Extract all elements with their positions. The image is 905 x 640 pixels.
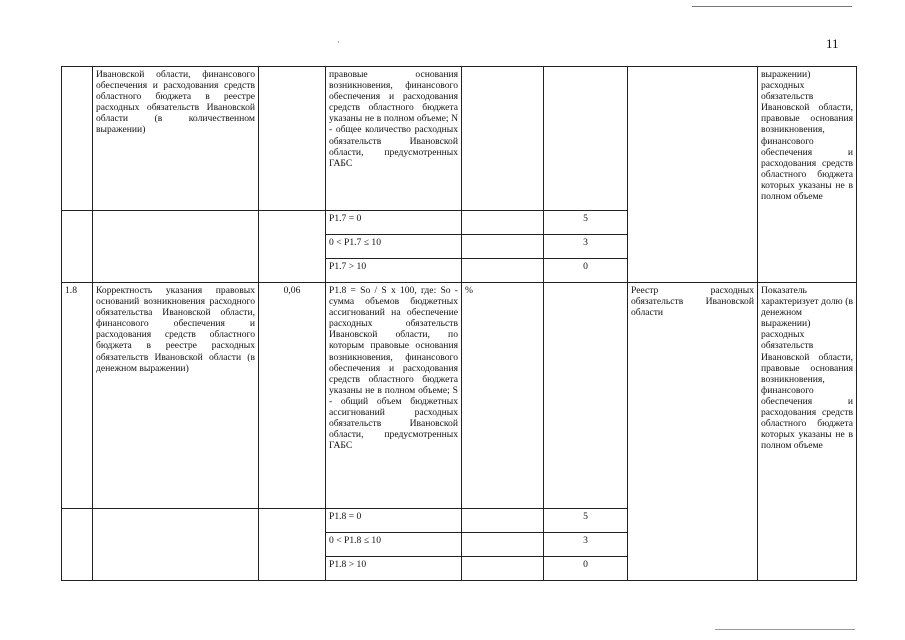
- cell-number-empty: [62, 509, 93, 581]
- condition-score: 0: [544, 259, 628, 283]
- cell-comment: Показатель характеризует долю (в денежном выражении) расходных обязательств Ивановской области, правовые основания возникновения, финансового обеспечения и расходования средств областного бюджета которых указаны не в полном объеме: [758, 283, 857, 581]
- condition-score: 5: [544, 211, 628, 235]
- condition-unit-empty: [462, 557, 544, 581]
- condition-score: 3: [544, 533, 628, 557]
- condition-formula: Р1.8 > 10: [326, 557, 462, 581]
- cell-name-empty: [93, 509, 259, 581]
- cell-number-empty: [62, 67, 93, 211]
- table-row-continued: [62, 67, 857, 211]
- cell-weight-empty: [259, 67, 326, 211]
- cell-indicator-name: Ивановской области, финансового обеспечения и расходования средств областного бюджета в реестре расходных обязательств Ивановской области (в количественном выражении): [93, 67, 259, 211]
- cell-score-empty: [544, 67, 628, 211]
- cell-name-empty: [93, 211, 259, 283]
- condition-score: 5: [544, 509, 628, 533]
- condition-score: 3: [544, 235, 628, 259]
- condition-unit-empty: [462, 259, 544, 283]
- condition-formula: 0 < Р1.8 ≤ 10: [326, 533, 462, 557]
- cell-number: 1.8: [62, 283, 93, 509]
- condition-formula: Р1.7 = 0: [326, 211, 462, 235]
- table-row-1-8: [62, 283, 857, 509]
- cell-source-empty: [628, 67, 758, 283]
- cell-source: Реестр расходных обязательств Ивановской области: [628, 283, 758, 581]
- condition-unit-empty: [462, 211, 544, 235]
- condition-formula: 0 < Р1.7 ≤ 10: [326, 235, 462, 259]
- bottom-edge-line: [715, 629, 855, 630]
- condition-formula: Р1.7 > 10: [326, 259, 462, 283]
- indicators-table: [61, 66, 857, 581]
- cell-weight-empty: [259, 211, 326, 283]
- cell-indicator-name: Корректность указания правовых оснований возникновения расходного обязательства Ивановской области, финансового обеспечения и расходования средств областного бюджета в реестре расходных обязательств Ивановской области (в денежном выражении): [93, 283, 259, 509]
- condition-score: 0: [544, 557, 628, 581]
- condition-unit-empty: [462, 235, 544, 259]
- condition-unit-empty: [462, 533, 544, 557]
- cell-formula: Р1.8 = So / S x 100, где: So - сумма объемов бюджетных ассигнований на обеспечение расходных обязательств Ивановской области, по которым правовые основания возникновения, финансового обеспечения и расходования средств областного бюджета указаны не в полном объеме; S - общий объем бюджетных ассигнований расходных обязательств Ивановской области, предусмотренных ГАБС: [326, 283, 462, 509]
- cell-unit: %: [462, 283, 544, 509]
- top-edge-line: [692, 6, 852, 7]
- page-number: 11: [826, 36, 839, 51]
- cell-number-empty: [62, 211, 93, 283]
- condition-formula: Р1.8 = 0: [326, 509, 462, 533]
- condition-unit-empty: [462, 509, 544, 533]
- cell-score-empty: [544, 283, 628, 509]
- cell-formula: правовые основания возникновения, финансового обеспечения и расходования средств областного бюджета указаны не в полном объеме; N - общее количество расходных обязательств Ивановской области, предусмотренных ГАБС: [326, 67, 462, 211]
- cell-weight: 0,06: [259, 283, 326, 509]
- cell-weight-empty: [259, 509, 326, 581]
- scan-speck: `: [337, 40, 340, 50]
- cell-comment: выражении) расходных обязательств Ивановской области, правовые основания возникновения, финансового обеспечения и расходования средств областного бюджета которых указаны не в полном объеме: [758, 67, 857, 283]
- cell-unit-empty: [462, 67, 544, 211]
